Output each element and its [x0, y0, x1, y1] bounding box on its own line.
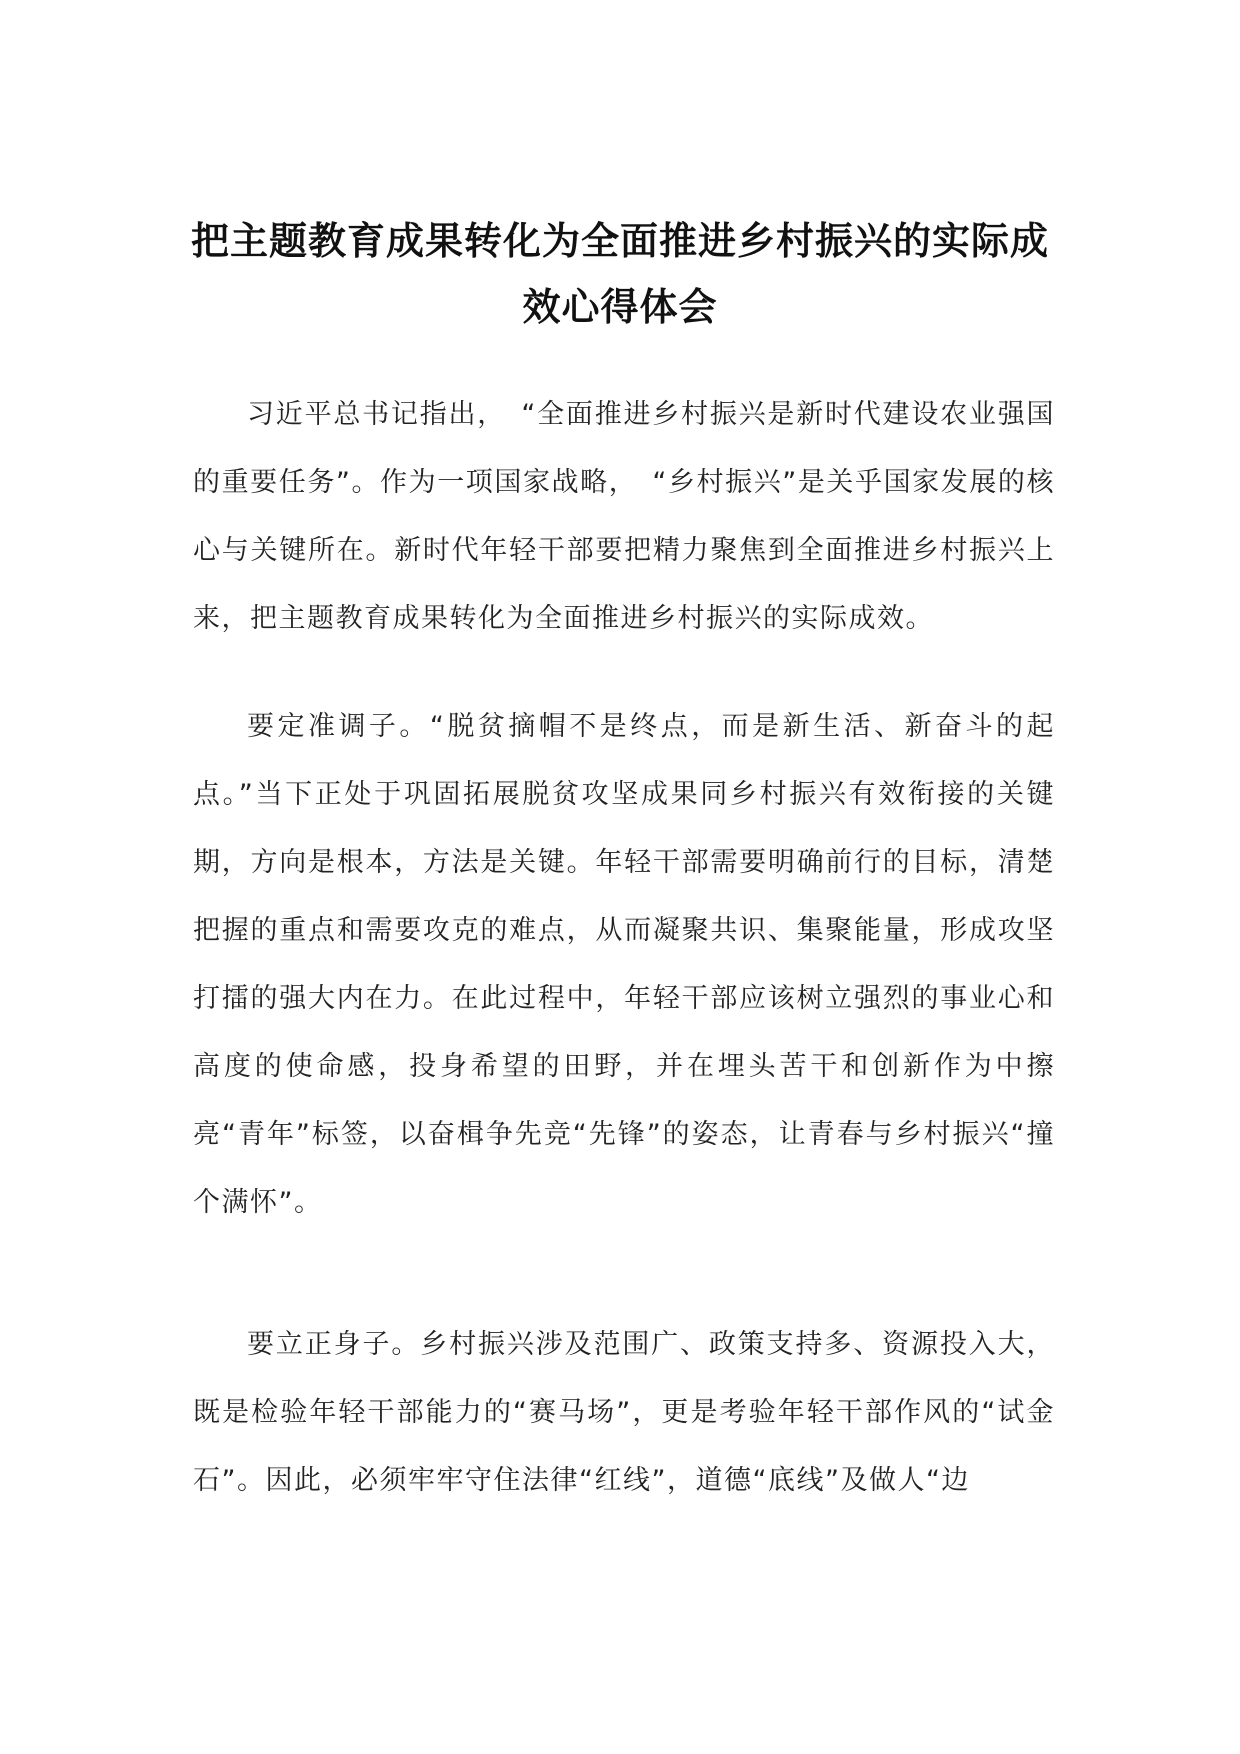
document-title	[190, 208, 1050, 340]
document-body	[193, 381, 1055, 1515]
paragraph-intro: 习近平总书记指出， “全面推进乡村振兴是新时代建设农业强国的重要任务”。作为一项国家战略， “乡村振兴”是关乎国家发展的核心与关键所在。新时代年轻干部要把精力聚焦到全面推进乡村振兴上来，把主题教育成果转化为全面推进乡村振兴的实际成效。	[193, 399, 1055, 634]
title-line-2: 效心得体会	[522, 284, 718, 329]
paragraph-upright-conduct: 要立正身子。乡村振兴涉及范围广、政策支持多、资源投入大，既是检验年轻干部能力的“赛马场”，更是考验年轻干部作风的“试金石”。因此，必须牢牢守住法律“红线”，道德“底线”及做人“边	[193, 1329, 1055, 1496]
title-line-1: 把主题教育成果转化为全面推进乡村振兴的实际成	[190, 218, 1049, 263]
paragraph-set-tone: 要定准调子。“脱贫摘帽不是终点，而是新生活、新奋斗的起点。”当下正处于巩固拓展脱贫攻坚成果同乡村振兴有效衔接的关键期，方向是根本，方法是关键。年轻干部需要明确前行的目标，清楚把握的重点和需要攻克的难点，从而凝聚共识、集聚能量，形成攻坚打擂的强大内在力。在此过程中，年轻干部应该树立强烈的事业心和高度的使命感，投身希望的田野，并在埋头苦干和创新作为中擦亮“青年”标签，以奋楫争先竞“先锋”的姿态，让青春与乡村振兴“撞个满怀”。	[193, 711, 1055, 1218]
